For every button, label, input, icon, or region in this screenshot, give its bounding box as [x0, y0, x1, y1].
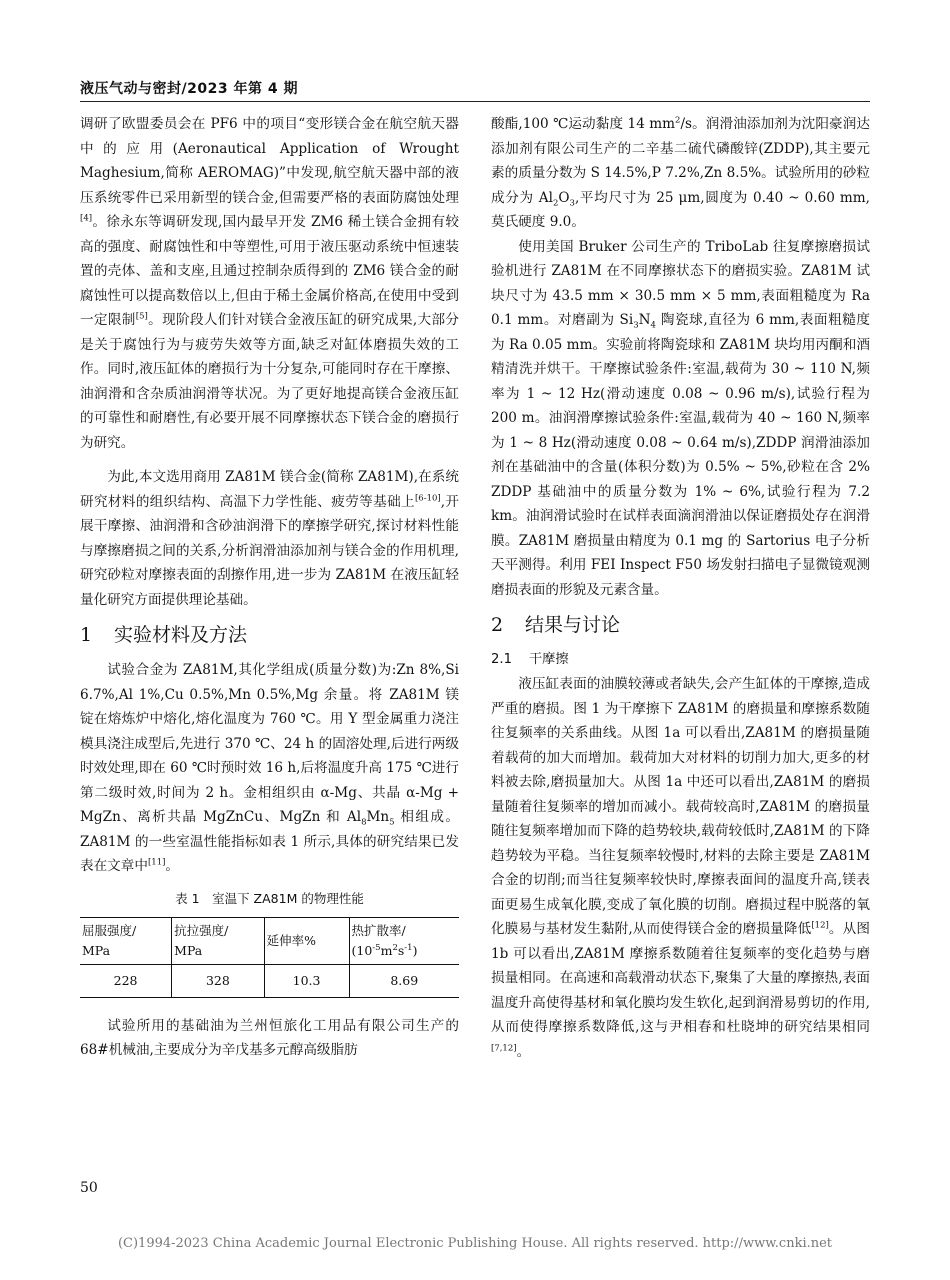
- text-run: 。从图 1b 可以看出,ZA81M 摩擦系数随着往复频率的变化趋势与磨损量相同。在高速和高载滑动状态下,聚集了大量的摩擦热,表面温度升高使得基材和氧化膜均发生软化,起到润滑易剪切的作用,从而使得摩擦系数降低,这与尹相春和杜晓坤的研究结果相同: [491, 921, 870, 1035]
- section-heading-1: [80, 620, 459, 650]
- table-header-row: [80, 917, 459, 964]
- header-unit: MPa: [82, 942, 111, 958]
- text-run: ,平均尺寸为 25 μm,圆度为 0.40 ~ 0.60 mm,莫氏硬度 9.0。: [491, 189, 870, 230]
- paragraph-materials: [80, 658, 459, 879]
- header-yield-strength: [80, 917, 172, 964]
- header-elongation: [264, 917, 349, 964]
- text-run: /s。润滑油添加剂为沈阳豪润达添加剂有限公司生产的二辛基二硫代磷酸锌(ZDDP),其主要元素的质量分数为 S 14.5%,P 7.2%,Zn 8.5%。试验所用的砂粒成分为 Al: [491, 116, 870, 206]
- section-heading-2: [491, 610, 870, 640]
- text-run: 使用美国 Bruker 公司生产的 TriboLab 往复摩擦磨损试验机进行 ZA81M 在不同摩擦状态下的磨损实验。ZA81M 试块尺寸为 43.5 mm × 30.5 mm × 5 mm,表面粗糙度为 Ra 0.1 mm。对磨副为 Si: [491, 238, 870, 328]
- text-run: 液压缸表面的油膜较薄或者缺失,会产生缸体的干摩擦,造成严重的磨损。图 1 为干摩擦下 ZA81M 的磨损量和摩擦系数随往复频率的关系曲线。从图 1a 可以看出,ZA81M 的磨损量随着载荷的加大而增加。载荷加大对材料的切削力加大,更多的材料被去除,磨损量加大。从图 1a 中还可以看出,ZA81M 的磨损量随着往复频率的增加而减小。载荷较高时,ZA81M 的磨损量随往复频率增加而下降的趋势较块,载荷较低时,ZA81M 的下降趋势较为平稳。当往复频率较慢时,材料的去除主要是 ZA81M 合金的切削;而当往复频率较快时,摩擦表面间的温度升高,镁表面更易生成氧化膜,变成了氧化膜的切削。磨损过程中脱落的氧化膜易与基材发生黏附,从而使得镁合金的磨损量降低: [491, 676, 870, 937]
- cell-yield-strength: 228: [80, 964, 172, 997]
- right-column: [491, 112, 870, 1064]
- subscript: 2: [552, 198, 559, 209]
- paragraph-intro-continued: [80, 112, 459, 455]
- text-run: O: [558, 189, 570, 206]
- header-unit: s: [397, 942, 405, 958]
- cell-elongation: 10.3: [264, 964, 349, 997]
- header-unit: MPa: [174, 942, 203, 958]
- header-text: 延伸率%: [266, 932, 316, 948]
- superscript: 2: [392, 942, 398, 953]
- section-number: 1: [80, 624, 93, 646]
- text-run: 相组成。ZA81M 的一些室温性能指标如表 1 所示,具体的研究结果已发表在文章中: [80, 809, 460, 874]
- text-run: 。现阶段人们针对镁合金液压缸的研究成果,大部分是关于腐蚀行为与疲劳失效等方面,缺乏对缸体磨损失效的工作。同时,液压缸体的磨损行为十分复杂,可能同时存在干摩擦、油润滑和含杂质油润滑等状况。为了更好地提高镁合金液压缸的可靠性和耐磨性,有必要开展不同摩擦状态下镁合金的磨损行为研究。: [80, 312, 460, 451]
- citation: [11]: [147, 857, 166, 868]
- text-run: 酸酯,100 ℃运动黏度 14 mm: [491, 116, 676, 132]
- journal-header: 液压气动与密封/2023 年第 4 期: [80, 81, 298, 97]
- subscript: 5: [389, 817, 395, 828]
- text-run: 。徐永东等调研发现,国内最早开发 ZM6 稀土镁合金拥有较高的强度、耐腐蚀性和中等塑性,可用于液压驱动系统中恒速装置的壳体、盖和支座,且通过控制杂质得到的 ZM6 镁合金的耐腐蚀性可以提高数倍以上,但由于稀土金属价格高,在使用中受到一定限制: [80, 214, 459, 328]
- cell-tensile-strength: 328: [172, 964, 264, 997]
- section-title: 实验材料及方法: [114, 624, 248, 646]
- table-caption: 表 1 室温下 ZA81M 的物理性能: [175, 890, 364, 906]
- subscript: 3: [633, 320, 639, 331]
- header-unit: (10: [351, 942, 373, 958]
- table-row: [80, 964, 459, 997]
- citation: [7,12]: [491, 1042, 517, 1053]
- header-thermal-diffusivity: [349, 917, 459, 964]
- left-column: [80, 112, 459, 1063]
- subsection-heading-2-1: [491, 648, 870, 672]
- text-run: Mn: [366, 809, 390, 825]
- subsection-number: 2.1: [491, 652, 512, 667]
- subscript: 3: [569, 198, 575, 209]
- section-title: 结果与讨论: [525, 614, 621, 636]
- text-run: 调研了欧盟委员会在 PF6 中的项目“变形镁合金在航空航天器中的应用(Aeronautical Application of Wrought Maghesium,简称 AEROMAG)”中发现,航空航天器中部的液压系统零件已采用新型的镁合金,但需要严格的表面防腐蚀处理: [80, 116, 459, 206]
- copyright-footer: (C)1994-2023 China Academic Journal Electronic Publishing House. All rights reserved. http://www.cnki.net: [117, 1236, 833, 1251]
- paragraph-test-method: [491, 235, 870, 603]
- text-run: 。: [516, 1043, 531, 1060]
- text-run: 试验合金为 ZA81M,其化学组成(质量分数)为:Zn 8%,Si 6.7%,Al 1%,Cu 0.5%,Mn 0.5%,Mg 余量。将 ZA81M 镁锭在熔炼炉中熔化,熔化温度为 760 ℃。用 Y 型金属重力浇注模具浇注成型后,先进行 370 ℃、24 h 的固溶处理,后进行两级时效处理,即在 60 ℃时预时效 16 h,后将温度升高 175 ℃进行第二级时效,时间为 2 h。金相组织由 α-Mg、共晶 α-Mg + MgZn、离析共晶 MgZnCu、MgZn 和 Al: [80, 662, 459, 825]
- superscript: 2: [675, 115, 681, 126]
- text-run: 为此,本文选用商用 ZA81M 镁合金(简称 ZA81M),在系统研究材料的组织结构、高温下力学性能、疲劳等基础上: [80, 469, 459, 510]
- superscript: -5: [372, 942, 381, 953]
- paragraph-base-oil: 试验所用的基础油为兰州恒旅化工用品有限公司生产的 68#机械油,主要成分为辛戊基多元醇高级脂肪: [80, 1017, 459, 1058]
- header-text: 抗拉强度/: [174, 922, 229, 938]
- header-text: 屈服强度/: [82, 922, 137, 938]
- header-unit: ): [412, 942, 418, 958]
- header-rule: [80, 101, 870, 102]
- citation: [12]: [811, 920, 829, 931]
- section-number: 2: [491, 614, 504, 636]
- subscript: 8: [361, 817, 367, 828]
- subscript: 4: [650, 320, 656, 331]
- text-run: N: [638, 312, 651, 328]
- superscript: -1: [404, 942, 413, 953]
- header-tensile-strength: [172, 917, 264, 964]
- subsection-title: 干摩擦: [529, 652, 569, 667]
- citation: [6-10]: [414, 492, 441, 503]
- paragraph-oil-continued: [491, 112, 870, 235]
- text-run: 陶瓷球,直径为 6 mm,表面粗糙度为 Ra 0.05 mm。实验前将陶瓷球和 ZA81M 块均用丙酮和酒精清洗并烘干。干摩擦试验条件:室温,载荷为 30 ~ 110 N,频率为 1 ~ 12 Hz(滑动速度 0.08 ~ 0.96 m/s),试验行程为 200 m。油润滑摩擦试验条件:室温,载荷为 40 ~ 160 N,频率为 1 ~ 8 Hz(滑动速度 0.08 ~ 0.64 m/s),ZDDP 润滑油添加剂在基础油中的含量(体积分数)为 0.5% ~ 5%,砂粒在含 2% ZDDP 基础油中的质量分数为 1% ~ 6%,试验行程为 7.2 km。油润滑试验时在试样表面滴润滑油以保证磨损处存在润滑膜。ZA81M 磨损量由精度为 0.1 mg 的 Sartorius 电子分析天平测得。利用 FEI Inspect F50 场发射扫描电子显微镜观测磨损表面的形貌及元素含量。: [491, 312, 870, 598]
- cell-thermal-diffusivity: 8.69: [349, 964, 459, 997]
- paragraph-objective: [80, 465, 459, 612]
- page-number: 50: [80, 1180, 98, 1196]
- header-text: 热扩散率/: [351, 922, 406, 938]
- properties-table: [80, 917, 459, 998]
- paragraph-dry-friction: [491, 672, 870, 1064]
- text-run: ,开展干摩擦、油润滑和含砂油润滑下的摩擦学研究,探讨材料性能与摩擦磨损之间的关系,分析润滑油添加剂与镁合金的作用机理,研究砂粒对摩擦表面的刮擦作用,进一步为 ZA81M 在液压缸轻量化研究方面提供理论基础。: [80, 493, 459, 608]
- citation: [5]: [135, 311, 148, 322]
- header-unit: m: [380, 942, 393, 958]
- text-run: 。: [165, 858, 180, 874]
- citation: [4]: [80, 213, 93, 224]
